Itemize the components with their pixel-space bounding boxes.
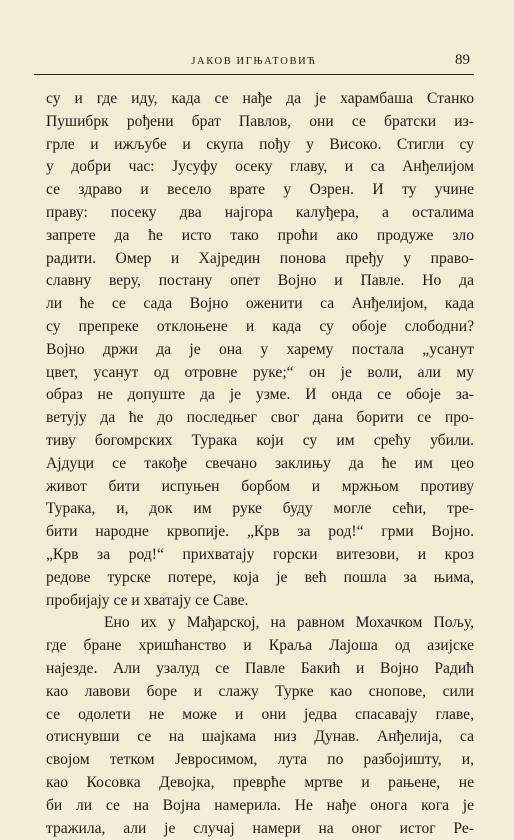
text-line: се здраво и весело врате у Озрен. И ту учине — [46, 179, 474, 202]
text-line: најезде. Али узалуд се Павле Бакић и Војно Радић — [46, 658, 474, 681]
text-line: славну веру, постану опет Војно и Павле. Но да — [46, 270, 474, 293]
text-line: Турака, и, док им руке буду могле сећи, тре- — [46, 498, 474, 521]
text-line: тиву богомрских Турака који су им срећу убили. — [46, 430, 474, 453]
text-line: тражила, али је случај намери на оног истог Ре- — [46, 818, 474, 840]
text-line: радити. Омер и Хајредин понова пређу у право- — [46, 248, 474, 271]
text-line: грле и ижљубе и скупа пођу у Високо. Стигли су — [46, 134, 474, 157]
text-line: су и где иду, када се нађе да је харамбаша Станко — [46, 88, 474, 111]
text-line: се одолети не може и они једва спасавају главе, — [46, 704, 474, 727]
text-line: Ајдуци се такође свечано заклињу да ће им цео — [46, 453, 474, 476]
text-line: где бране хришћанство и Краља Лајоша од азијске — [46, 635, 474, 658]
text-line: ли ће се сада Војно оженити са Анђелијом, када — [46, 293, 474, 316]
text-line: су препреке отклоњене и када су обоје слободни? — [46, 316, 474, 339]
text-line: запрете да ће исто тако проћи ако продуже зло — [46, 225, 474, 248]
text-line: ветују да ће до последњег свог дана борити се про- — [46, 407, 474, 430]
body-text — [46, 88, 474, 840]
text-line: „Крв за род!“ прихватају горски витезови, и кроз — [46, 544, 474, 567]
text-line: као Косовка Девојка, преврће мртве и рањене, не — [46, 772, 474, 795]
running-header — [34, 52, 474, 75]
text-line: бити народне крвопије. „Крв за род!“ грми Војно. — [46, 521, 474, 544]
text-line: Ено их у Мађарској, на равном Мохачком Пољу, — [46, 612, 474, 635]
text-line: образ не допуште да је узме. И онда се обоје за- — [46, 384, 474, 407]
text-line: цвет, усанут од отровне руке;“ он је воли, али му — [46, 362, 474, 385]
text-line: праву: посеку два најгора калуђера, а осталима — [46, 202, 474, 225]
text-line: живот бити испуњен борбом и мржњом противу — [46, 476, 474, 499]
text-line: отиснувши се на шајкама низ Дунав. Анђелија, са — [46, 726, 474, 749]
running-title: ЈАКОВ ИГЊАТОВИЋ — [34, 56, 474, 67]
text-line: пробијају се и хватају се Саве. — [46, 590, 474, 613]
page-number: 89 — [455, 52, 470, 69]
text-line: би ли се на Војна намерила. Не нађе онога кога је — [46, 795, 474, 818]
text-line: својом тетком Јевросимом, лута по разбојишту, и, — [46, 749, 474, 772]
text-line: Пушибрк рођени брат Павлов, они се братски из- — [46, 111, 474, 134]
text-line: Војно држи да је она у харему постала „усанут — [46, 339, 474, 362]
text-line: редове турске потере, која је већ пошла за њима, — [46, 567, 474, 590]
text-line: као лавови боре и слажу Турке као снопове, сили — [46, 681, 474, 704]
text-line: у добри час: Јусуфу осеку главу, и са Анђелијом — [46, 156, 474, 179]
